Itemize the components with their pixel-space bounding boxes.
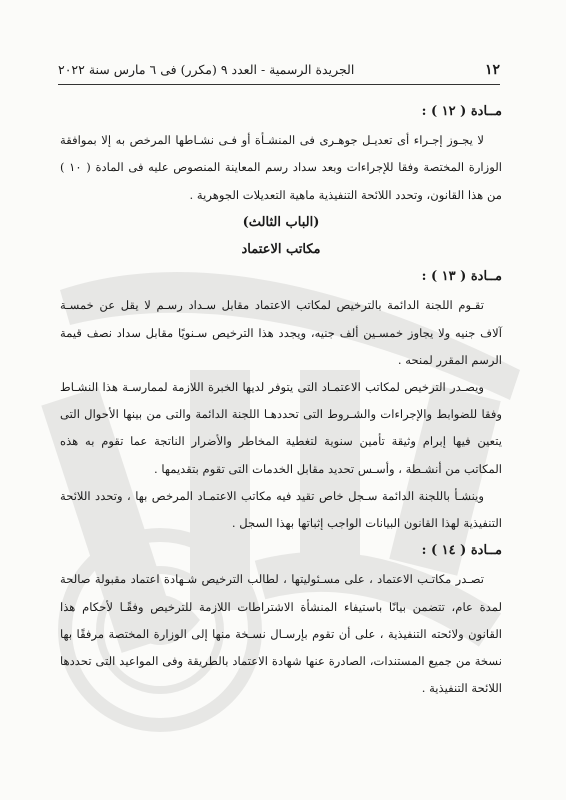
- article-heading: مــادة ( ١٣ ) :: [421, 269, 502, 285]
- article-heading: مــادة ( ١٤ ) :: [421, 543, 502, 559]
- page-number: ١٢: [484, 62, 500, 78]
- running-title: الجريدة الرسمية - العدد ٩ (مكرر) فى ٦ مارس سنة ٢٠٢٢: [58, 62, 355, 77]
- article-heading: مــادة ( ١٢ ) :: [421, 104, 502, 119]
- article-paragraph: تصـدر مكاتـب الاعتماد ، على مسـئوليتها ، لطالب الترخيص شـهادة اعتماد مقبولة صالحة لمدة عام، تتضمن بيانًا باستيفاء المنشأة الاشتراطات اللازمة للترخيص وفقًـا لأحكام هذا القانون ولائحته التنفيذية ، على أن تقوم بإرسـال نسـخة منها إلى الوزارة المختصة مرفقًا بها نسخة من جميع المستندات، الصادرة عنها شهادة الاعتماد بالطريقة وفى المواعيد التى تحددها اللائحة التنفيذية .: [60, 572, 502, 696]
- document-body: [60, 98, 502, 702]
- article-paragraph: وينشـأ باللجنة الدائمة سـجل خاص تقيد فيه مكاتب الاعتمـاد المرخص بها ، وتحدد اللائحة التنفيذية لهذا القانون البيانات الواجب إثباتها بهذا السجل .: [60, 488, 502, 531]
- article-12: [60, 98, 502, 209]
- chapter-three: [60, 209, 502, 263]
- article-14: [60, 537, 502, 702]
- running-header: [58, 62, 500, 78]
- chapter-subtitle: مكاتب الاعتماد: [241, 242, 321, 258]
- article-paragraph: تقـوم اللجنة الدائمة بالترخيص لمكاتب الاعتماد مقابل سـداد رسـم لا يقل عن خمسـة آلاف جنيه ولا يجاوز خمسـين ألف جنيه، ويجدد هذا الترخيص سـنويًا مقابل سداد نصف قيمة الرسم المقرر لمنحه .: [60, 298, 502, 367]
- article-paragraph: ويصـدر الترخيص لمكاتب الاعتمـاد التى يتوفر لديها الخبرة اللازمة لممارسـة هذا النشـاط وفقا للضوابط والإجراءات والشـروط التى تحددهـا اللجنة الدائمة والتى من بينها الأحوال التى يتعين فيها إبرام وثيقة تأمين سنوية لتغطية المخاطر والأضرار الناتجة عما تقوم به هذه المكاتب من أنشـطة ، وأسـس تحديد مقابل الخدمات التى تقوم بتقديمها .: [60, 380, 502, 476]
- article-13: [60, 263, 502, 537]
- chapter-title: (الباب الثالث): [242, 214, 320, 230]
- header-rule: [58, 84, 500, 85]
- article-paragraph: لا يجـوز إجـراء أى تعديـل جوهـرى فى المنشـأة أو فـى نشـاطها المرخص به إلا بموافقة الوزارة المختصة وفقا للإجراءات وبعد سداد رسم المعاينة المنصوص عليه فى المادة ( ١٠ ) من هذا القانون، وتحدد اللائحة التنفيذية ماهية التعديلات الجوهرية .: [60, 133, 502, 202]
